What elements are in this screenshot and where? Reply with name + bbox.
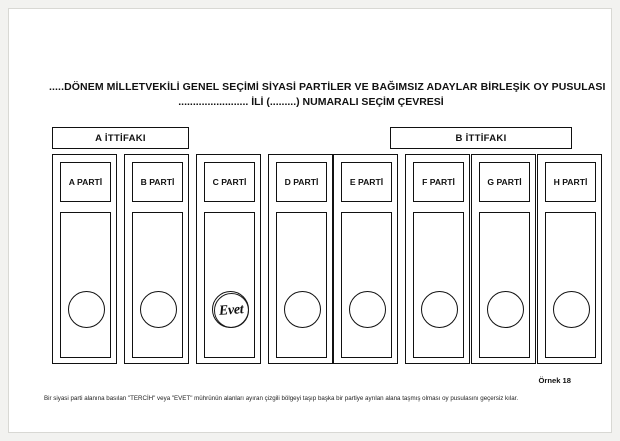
ballot-column-2[interactable] [124,154,189,364]
vote-circle-2[interactable] [140,291,177,328]
party-label-7: G PARTİ [487,177,522,187]
party-label-8: H PARTİ [553,177,588,187]
party-name-box-8 [545,162,596,202]
ballot-column-4[interactable] [268,154,333,364]
alliance-header-b [390,127,572,149]
vote-area-1[interactable] [60,212,111,358]
vote-area-6[interactable] [413,212,464,358]
party-name-box-4 [276,162,327,202]
ballot-column-3[interactable] [196,154,261,364]
party-name-box-1 [60,162,111,202]
alliance-header-a [52,127,189,149]
ballot-column-7[interactable] [471,154,536,364]
ballot-column-6[interactable] [405,154,470,364]
vote-circle-3[interactable] [212,291,249,328]
ballot-title-line-2: ........................ İLİ (.........) NUMARALI SEÇİM ÇEVRESİ [178,96,444,108]
vote-area-7[interactable] [479,212,530,358]
ballot-paper [8,8,612,433]
party-name-box-2 [132,162,183,202]
vote-circle-1[interactable] [68,291,105,328]
vote-circle-5[interactable] [349,291,386,328]
vote-circle-7[interactable] [487,291,524,328]
party-name-box-3 [204,162,255,202]
vote-circle-4[interactable] [284,291,321,328]
party-name-box-5 [341,162,392,202]
evet-stamp-label: Evet [218,301,245,319]
footnote-text: Bir siyasi parti alanına basılan "TERCİH" veya "EVET" mührünün alanları ayıran çizgili bölgeyi taşıp başka bir partiye ayrılan alana taşmış olması oy pusulasını geçersiz kılar. [44,395,519,402]
vote-area-2[interactable] [132,212,183,358]
vote-circle-6[interactable] [421,291,458,328]
party-label-1: A PARTİ [68,177,103,187]
alliance-label-b: B İTTİFAKI [455,132,507,144]
vote-area-3[interactable] [204,212,255,358]
ballot-column-5[interactable] [333,154,398,364]
party-label-5: E PARTİ [349,177,384,187]
alliance-label-a: A İTTİFAKI [95,132,146,144]
sample-number-label: Örnek 18 [538,376,571,385]
vote-area-5[interactable] [341,212,392,358]
party-name-box-6 [413,162,464,202]
party-label-6: F PARTİ [422,177,455,187]
ballot-title-line-1: .....DÖNEM MİLLETVEKİLİ GENEL SEÇİMİ SİYASİ PARTİLER VE BAĞIMSIZ ADAYLAR BİRLEŞİK OY PUSULASI [49,81,606,93]
ballot-header [49,81,606,108]
vote-area-4[interactable] [276,212,327,358]
ballot-column-8[interactable] [537,154,602,364]
party-name-box-7 [479,162,530,202]
vote-circle-8[interactable] [553,291,590,328]
ballot-column-1[interactable] [52,154,117,364]
party-label-2: B PARTİ [140,177,175,187]
party-label-4: D PARTİ [284,177,319,187]
vote-area-8[interactable] [545,212,596,358]
party-label-3: C PARTİ [212,177,247,187]
evet-stamp-icon [214,293,249,328]
